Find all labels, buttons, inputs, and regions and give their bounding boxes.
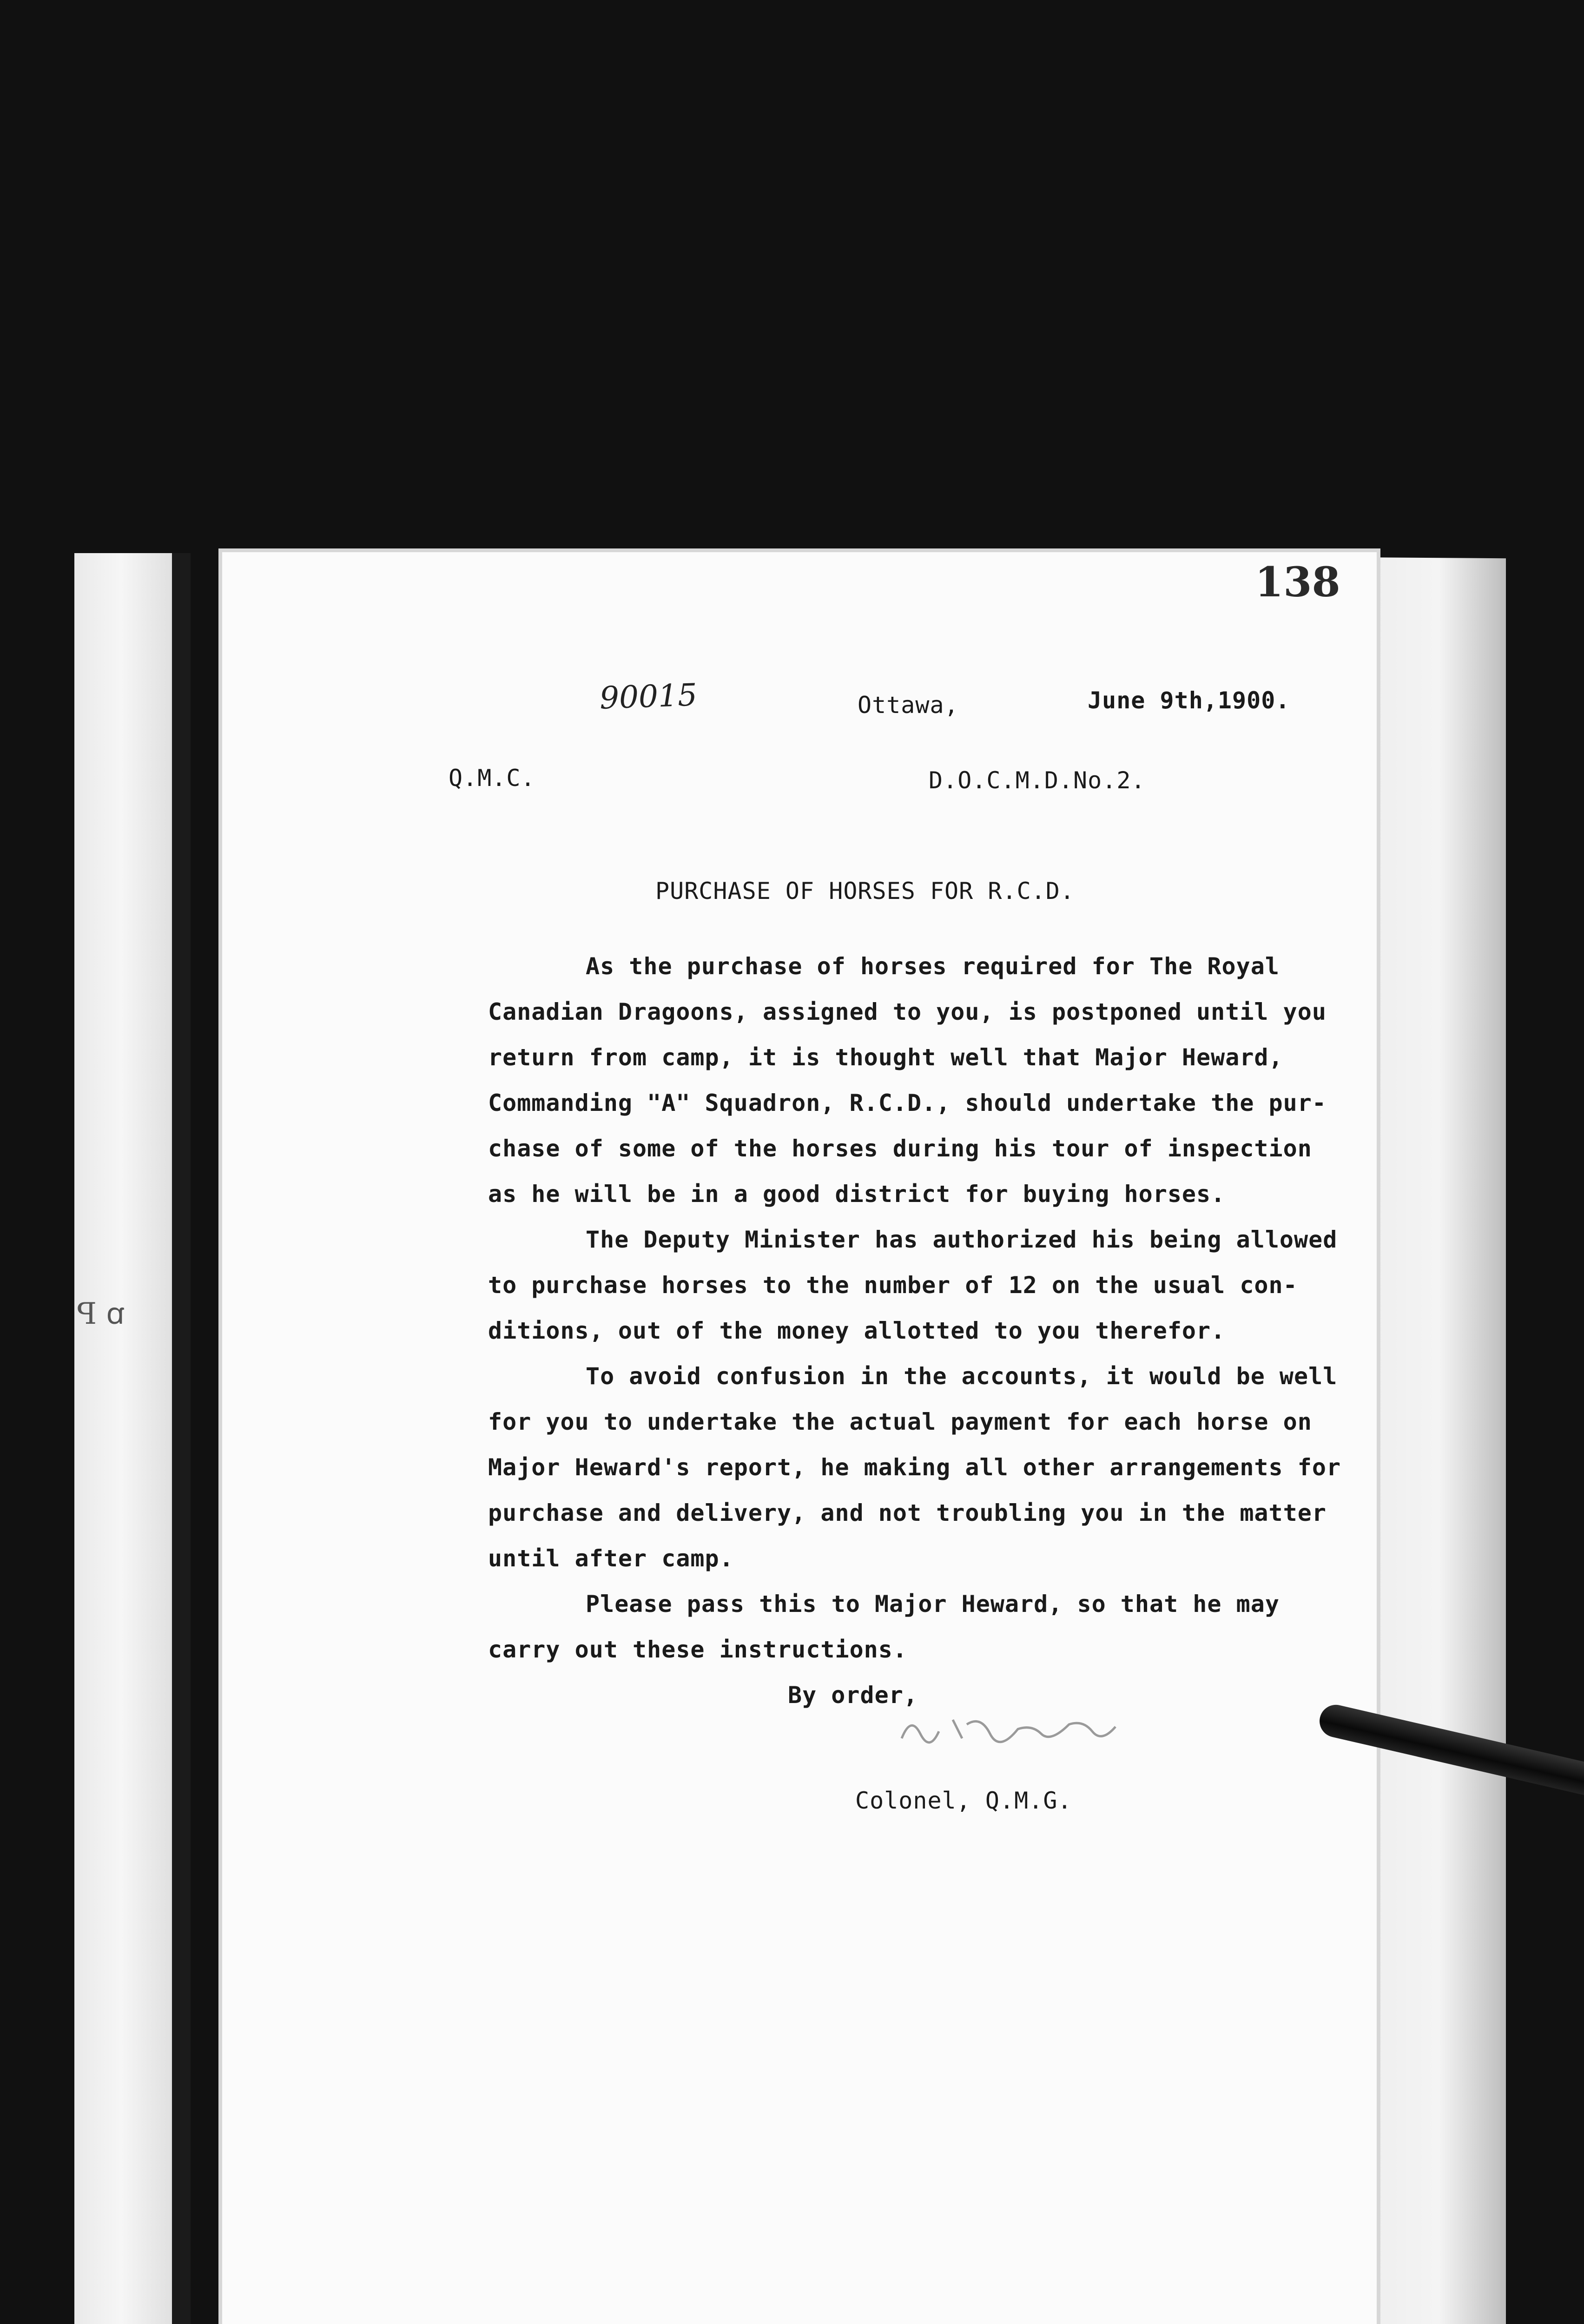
- letter-page: [218, 548, 1380, 2324]
- page-number: 138: [1255, 558, 1340, 606]
- place: Ottawa,: [858, 692, 959, 719]
- body-line: until after camp.: [488, 1545, 734, 1572]
- signatory: Colonel, Q.M.G.: [855, 1787, 1072, 1814]
- handwritten-file-number: 90015: [599, 677, 698, 716]
- addressee: Q.M.C.: [449, 765, 535, 792]
- closing: By order,: [788, 1682, 918, 1709]
- body-line: The Deputy Minister has authorized his being allowed: [586, 1226, 1338, 1253]
- page-gutter: [172, 553, 191, 2324]
- letter-heading: PURCHASE OF HORSES FOR R.C.D.: [655, 878, 1075, 905]
- body-line: return from camp, it is thought well that Major Heward,: [488, 1044, 1283, 1071]
- body-line: Commanding "A" Squadron, R.C.D., should undertake the pur-: [488, 1089, 1327, 1116]
- body-line: chase of some of the horses during his tour of inspection: [488, 1135, 1312, 1162]
- body-line: Please pass this to Major Heward, so that he may: [586, 1591, 1280, 1618]
- body-line: as he will be in a good district for buying horses.: [488, 1181, 1226, 1208]
- body-line: As the purchase of horses required for The Royal: [586, 953, 1280, 980]
- body-line: to purchase horses to the number of 12 on the usual con-: [488, 1272, 1298, 1299]
- body-line: for you to undertake the actual payment for each horse on: [488, 1408, 1312, 1435]
- reference: D.O.C.M.D.No.2.: [929, 767, 1146, 794]
- body-line: ditions, out of the money allotted to you therefor.: [488, 1317, 1226, 1344]
- body-line: To avoid confusion in the accounts, it would be well: [586, 1363, 1338, 1390]
- body-line: carry out these instructions.: [488, 1636, 907, 1663]
- date: June 9th,1900.: [1088, 687, 1290, 714]
- body-line: Canadian Dragoons, assigned to you, is postponed until you: [488, 998, 1327, 1025]
- body-line: purchase and delivery, and not troubling you in the matter: [488, 1499, 1327, 1526]
- left-facing-page-edge: [74, 553, 191, 2324]
- left-page-mark: ꟼ ꭤ: [77, 1297, 125, 1331]
- signature-scribble: [897, 1706, 1120, 1748]
- body-line: Major Heward's report, he making all other arrangements for: [488, 1454, 1341, 1481]
